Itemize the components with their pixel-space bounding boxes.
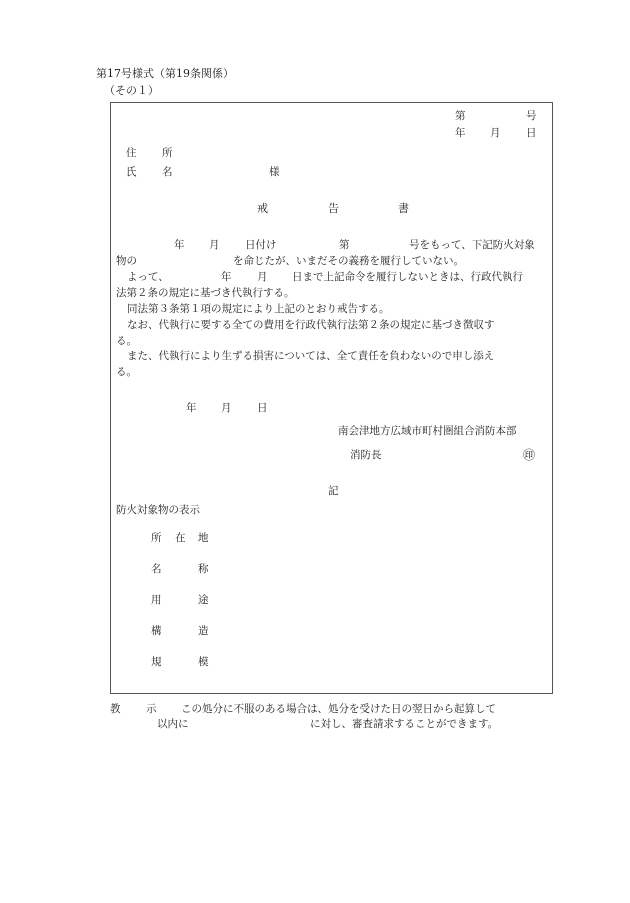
body-l3-a: よって、: [127, 271, 169, 283]
scale-label-1: 規: [151, 656, 162, 668]
body-l1-rest: 号をもって、下記防火対象: [409, 239, 535, 251]
doc-number-go: 号: [526, 110, 537, 122]
body-l8: また、代執行により生ずる損害については、全て責任を負わないので申し添え: [127, 350, 495, 362]
instruction-line-2a: 以内に: [157, 718, 189, 730]
doc-date-month: 月: [490, 127, 501, 139]
structure-label-1: 構: [151, 625, 162, 637]
seal-mark: ㊞: [523, 448, 536, 462]
issue-date-day: 日: [257, 402, 268, 414]
ki-heading: 記: [328, 485, 339, 497]
doc-number-dai: 第: [455, 110, 466, 122]
target-heading: 防火対象物の表示: [116, 504, 200, 516]
name-field-label-2: 称: [198, 563, 209, 575]
issuer-title: 消防長: [350, 449, 382, 461]
body-l5: 同法第３条第１項の規定により上記のとおり戒告する。: [127, 303, 390, 315]
body-l2-b: を命じたが、いまだその義務を履行していない。: [233, 255, 464, 267]
name-field-label-1: 名: [151, 563, 162, 575]
location-label-1: 所: [151, 532, 162, 544]
instruction-line-1: この処分に不服のある場合は、処分を受けた日の翌日から起算して: [181, 703, 496, 715]
body-l3-month: 月: [257, 271, 268, 283]
body-l9: る。: [116, 366, 137, 378]
use-label-1: 用: [151, 594, 162, 606]
form-sub-number: （その１）: [104, 84, 159, 97]
location-label-2: 在: [175, 532, 186, 544]
body-l3-year: 年: [221, 271, 232, 283]
use-label-2: 途: [198, 594, 209, 606]
address-label-1: 住: [126, 147, 137, 159]
body-l2-a: 物の: [116, 255, 137, 267]
instruction-line-2b: に対し、審査請求することができます。: [310, 718, 499, 730]
issue-date-month: 月: [221, 402, 232, 414]
body-l1-day: 日付け: [245, 239, 277, 251]
instruction-label-2: 示: [146, 703, 157, 715]
location-label-3: 地: [198, 532, 209, 544]
body-l4: 法第２条の規定に基づき代執行する。: [116, 287, 295, 299]
form-number: 第17号様式（第19条関係）: [96, 67, 234, 80]
body-l1-year: 年: [174, 239, 185, 251]
body-l6: なお、代執行に要する全ての費用を行政代執行法第２条の規定に基づき徴収す: [127, 319, 495, 331]
name-label-2: 名: [162, 166, 173, 178]
title-char-1: 戒: [257, 202, 268, 215]
issue-date-year: 年: [186, 402, 197, 414]
body-l1-month: 月: [209, 239, 220, 251]
body-l7: る。: [116, 335, 137, 347]
structure-label-2: 造: [198, 625, 209, 637]
doc-date-year: 年: [455, 127, 466, 139]
name-label-1: 氏: [126, 166, 137, 178]
doc-date-day: 日: [526, 127, 537, 139]
document-frame: [110, 102, 553, 694]
body-l1-dai: 第: [339, 239, 350, 251]
scale-label-2: 模: [198, 656, 209, 668]
body-l3-rest: 日まで上記命令を履行しないときは、行政代執行: [292, 271, 523, 283]
title-char-3: 書: [398, 202, 409, 215]
instruction-label-1: 教: [110, 703, 121, 715]
sama-honorific: 様: [269, 166, 280, 178]
issuer-org: 南会津地方広域市町村圏組合消防本部: [338, 425, 517, 437]
address-label-2: 所: [162, 147, 173, 159]
title-char-2: 告: [328, 202, 339, 215]
